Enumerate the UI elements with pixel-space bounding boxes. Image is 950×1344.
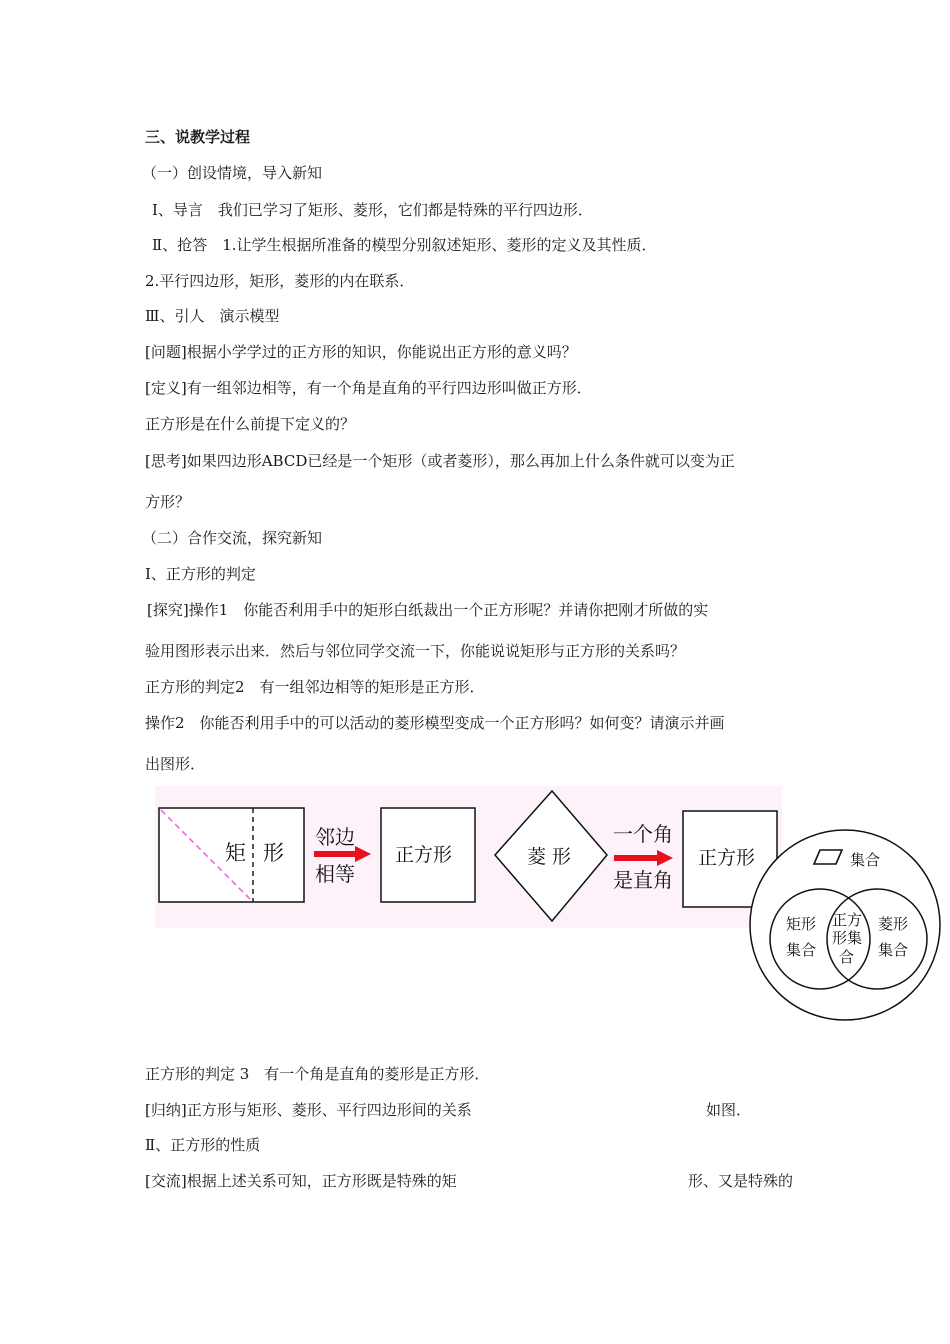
subsection-heading: （一）创设情境，导入新知 — [142, 164, 323, 182]
section-heading: 三、说教学过程 — [145, 128, 251, 146]
rhombus-set-label-1: 菱形 — [878, 915, 909, 933]
paragraph: 形、又是特殊的 — [688, 1172, 794, 1190]
square-label-2: 正方形 — [698, 847, 756, 869]
paragraph: [交流]根据上述关系可知，正方形既是特殊的矩 — [145, 1172, 457, 1190]
paragraph: [思考]如果四边形ABCD已经是一个矩形（或者菱形），那么再加上什么条件就可以变为正 — [145, 452, 735, 470]
arrow2-head — [657, 850, 673, 866]
rectangle-label-2: 形 — [263, 841, 284, 865]
paragraph: 2.平行四边形，矩形，菱形的内在联系． — [145, 272, 415, 290]
parallelogram-set-label: 集合 — [850, 851, 881, 869]
rhombus-set-label-2: 集合 — [878, 941, 909, 959]
square-set-label-1: 正方 — [832, 911, 863, 929]
paragraph: [归纳]正方形与矩形、菱形、平行四边形间的关系 — [145, 1101, 472, 1119]
subsection-heading: （二）合作交流，探究新知 — [142, 529, 323, 547]
paragraph: 如图． — [706, 1101, 752, 1119]
paragraph: Ⅰ、正方形的判定 — [145, 565, 256, 583]
paragraph: 方形？ — [145, 493, 191, 511]
paragraph: 操作2 你能否利用手中的可以活动的菱形模型变成一个正方形吗？如何变？请演示并画 — [145, 714, 725, 732]
arrow1-head — [355, 846, 371, 862]
paragraph: 验用图形表示出来．然后与邻位同学交流一下，你能说说矩形与正方形的关系吗？ — [145, 642, 686, 660]
rectangle-set-label-1: 矩形 — [786, 915, 817, 933]
relationship-venn-diagram — [744, 824, 946, 1026]
paragraph: [探究]操作1 你能否利用手中的矩形白纸裁出一个正方形呢？并请你把刚才所做的实 — [147, 601, 709, 619]
arrow1-top-label: 邻边 — [315, 825, 355, 849]
square-judgement-figure — [155, 786, 782, 928]
rectangle-label-1: 矩 — [225, 841, 246, 865]
paragraph: Ⅰ、导言 我们已学习了矩形、菱形，它们都是特殊的平行四边形． — [152, 201, 593, 219]
paragraph: [问题]根据小学学过的正方形的知识，你能说出正方形的意义吗？ — [145, 343, 577, 361]
rectangle-set-label-2: 集合 — [786, 941, 817, 959]
paragraph: Ⅲ、引人 演示模型 — [145, 307, 280, 325]
square-set-label-3: 合 — [839, 948, 855, 966]
paragraph: 正方形的判定2 有一组邻边相等的矩形是正方形． — [145, 678, 485, 696]
paragraph: Ⅱ、正方形的性质 — [145, 1136, 261, 1154]
arrow1-bottom-label: 相等 — [315, 862, 355, 886]
paragraph: 正方形是在什么前提下定义的？ — [145, 415, 356, 433]
arrow2-bottom-label: 是直角 — [613, 868, 673, 892]
arrow2-top-label: 一个角 — [613, 822, 673, 846]
rhombus-label: 菱 形 — [527, 846, 572, 868]
paragraph: [定义]有一组邻边相等，有一个角是直角的平行四边形叫做正方形． — [145, 379, 592, 397]
paragraph: 正方形的判定 3 有一个角是直角的菱形是正方形． — [145, 1065, 490, 1083]
square-label-1: 正方形 — [395, 844, 453, 866]
paragraph: 出图形． — [145, 755, 206, 773]
square-set-label-2: 形集 — [832, 929, 863, 947]
paragraph: Ⅱ、抢答 1.让学生根据所准备的模型分别叙述矩形、菱形的定义及其性质． — [152, 236, 657, 254]
